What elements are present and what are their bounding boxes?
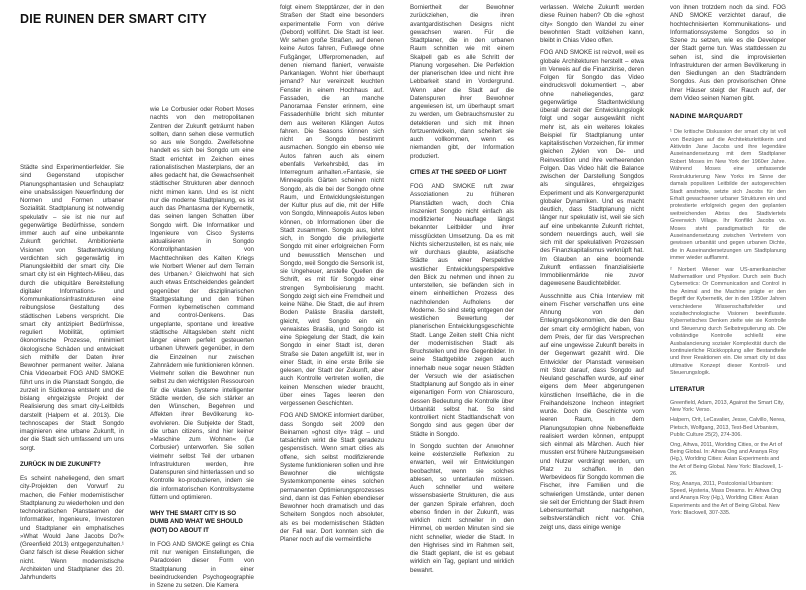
- paragraph: Borniertheit der Bewohner zurückziehen, die ihren avantgardistischen Designs nicht gewachsen waren. Für die Stadtplaner, die in den urbanen Raum schnitten wie mit einem Skalpell gab es alle Schritt der Planung vorgesehen. Die Perfektion der planerischen Idee und nicht ihre Lebbarkeit stand im Vordergrund. Wenn aber die Stadt auf die Datenspuren ihrer Bewohner angewiesen ist, um überhaupt smart zu werden, um Gebrauchsmuster zu detektieren und sich mit ihnen fortzuentwickeln, dann scheitert sie auch vollkommen, wenn es niemanden gibt, der Information produziert.: [410, 4, 514, 160]
- text-column-2: [150, 54, 254, 589]
- reference-item: Greenfield, Adam, 2013, Against the Smart City, New York: Verso.: [670, 399, 785, 414]
- text-column-4: [410, 4, 514, 574]
- paragraph: FOG AND SMOKE ruft zwar Assoziationen zu früheren Planstädten wach, doch Chia inszeniert Songdo nicht einfach als modifizierter Neuauflage längst bekannter Leitbilder und ihrer missglückten Umsetzung. Da es mit Nichts sicherzustellen, ist es naiv, wie wir durchaus glaubte, asiatische Städte aus einer Perspektive westlicher Entwicklungsperspektive den Blick zu nehmen und ihnen zu unterstellen, sie befänden sich in einem einheitlichen Prozess des nachholenden Aufholens der Moderne. So sind stetig entgegen der westlichen Bewertung der planerischen Entwicklungsgeschichte Stadt. Lange Zeiten stellt Chia nicht der modernistischen Stadt als Bruchstellen und ihre Gegenbilder. In seine Stadtgebilde zeigen auch innerhalb neue sogar neuen Städten der Versuch wie der asiatischen Stadtplanung auf Songdo als in einer eigenartigen Form von Chiaroscuro, dessen Bedeutung die Kontrolle über Urbanität selbst hat. So sind kontrolliert nicht Stadtlandschaft von Songdo sind aus gegen über der Städte in Songdo.: [410, 183, 514, 438]
- footnote: ¹ Die kritische Diskussion der smart city ist voll von Bezügen auf die Architekturkritikerin und Aktivistin Jane Jacobs und ihre legendäre Auseinandersetzung mit dem Stadtplaner Robert Moses im New York der 1960er Jahre. Während Moses eine umfassende Restrukturierung New Yorks im Sinne der damals populären Leitbilde der autogerechten Stadt anstrebte, setzte sich Jacobs für den Erhalt gewachsener urbaner Strukturen ein und protestierte erfolgreich gegen den geplanten weitreichenden Abriss des Stadtviertels Greenwich Village. Ihr Konflikt Jacobs vs. Moses steht paradigmatisch für die Auseinandersetzung zwischen Vertretern von gewissen urbanität und gegen urbanen Dichte, die in Auseinandersetzungen um Stadtplanung immer wieder aufflammt.: [670, 129, 786, 262]
- section-heading: ZURÜCK IN DIE ZUKUNFT?: [20, 460, 101, 468]
- reference-item: Ong, Aihwa, 2011, Worlding Cities, or the Art of Being Global. In: Aihwa Ong and Ananya Roy (Hg.), Worlding Cities: Asian Experiments and the Art of Being Global. New York: Blackwell, 1-26.: [670, 441, 783, 477]
- paragraph: verlassen. Welche Zukunft werden diese Ruinen haben? Ob die »ghost city« Songdo den Wandel zu einer bewohnten Stadt vollziehen kann, bleibt in Chias Video offen.: [540, 4, 644, 44]
- paragraph: FOG AND SMOKE ist reizvoll, weil es globale Architekturen herstellt – etwa im Verweis auf die Finanzkrise, deren Folgen für Songdo das Video eindrucksvoll dokumentiert –, aber ohne naheliegendes, ganz gegenwärtige Stadtentwicklung überall derzeit der Entwicklungslogik folgt und sogar ausgewählt nicht mehr ist, als ein weiteres lokales Beispiel für Stadtplanung unter kapitalistischen Vorzeichen, für immer gleichen Zyklen von De- und Reinvestition und ihre verheerenden Folgen. Das Video hält die Balance zwischen der Darstellung Songdos als singuläres, ehrgeiziges Experiment und als Konvergenzpunkt globaler Dynamiken. Und es macht deutlich, dass Stadtplanung nicht länger nur spekulativ ist, weil sie sich auf eine unbekannte Zukunft richtet, sondern neuerdings auch, weil sie sich mit der spekulativen Prozessen des Finanzkapitalismus verknüpft hat. Im Glauben an eine boomende Zukunft entlassen finanzialisierte Immobilienmärkte nie zuvor dagewesene Baudichtebilder.: [540, 49, 644, 288]
- text-column-3: [280, 4, 384, 554]
- paragraph: von ihnen trotzdem noch da sind. FOG AND SMOKE verzichtet darauf, die hochtechnisierten Kommunikations- und Informationssysteme Songdos so in Szene zu setzen, wie es die Developer der Stadt gerne tun. Was stattdessen zu sehen ist, sind die improvisierten Infrastrukturen der armen Bevölkerung in den Siedlungen an den Stadträndern Songdos. Aus den provisorischen Ohne ihrer Häuser steigt der Rauch auf, der dem Video seinen Namen gibt.: [670, 4, 786, 102]
- paragraph: In Songdo suchten der Anwohner keine existenzielle Reflexion zu erwarten, weil wir Entwicklungen beobachtet, wenn sie solches ablesen, so unterlaufen müssen. Auch schneller und weitere wissensbasierte Strukturen, die aus der ganzen Spirale erfahren, doch ebenso finden in der Zukunft, was wirklich nicht schneller in den Himmel, ob werden Minuten sind sie nicht schneller, wieder die Stadt. In den Highrises sind im Rahmen seit, die Stadt geplant, die ist es gebaut wirklich ein Tag, geplant und wirklich bewahrt.: [410, 442, 514, 574]
- section-heading: WHY THE SMART CITY IS SO DUMB AND WHAT WE SHOULD (NOT) DO ABOUT IT: [150, 510, 243, 534]
- text-column-5: [540, 4, 644, 554]
- text-column-1: [20, 54, 124, 581]
- section-heading: CITIES AT THE SPEED OF LIGHT: [410, 168, 507, 176]
- paragraph: Städte sind Experimentierfelder. Sie sind Gegenstand utopischer Planungsphantasien und Schauplatz eine unabsässigen Neuerfindung der Normen und Formen urbaner Sozialität. Stadtplanung ist notwendig spekulativ – sie ist nie nur auf gegenwärtige Bedürfnisse, sondern immer auch auf eine unbekannte Zukunft gerichtet. Ambitionierte Visionen von Stadtentwicklung verdichten sich gegenwärtig im Planungsleitbild der smart city. Die smart city ist ein Hightech-Milieu, das durch die ubiquitäre Bereitstellung digitaler Informations- und Kommunikationsinfrastrukturen eine reibungslose Gestaltung des städtischen Lebens verspricht. Die smart city antizipiert Bedürfnisse, reguliert Mobilität, optimiert ökonomische Prozesse, minimiert ökologische Schäden und entwickelt sich mithilfe der Daten ihrer Bewohner permanent weiter. Jalana Chia Videoarbeit FOG AND SMOKE führt uns in die Planstadt Songdo, die zurzeit in Südkorea entsteht und die bislang ehrgeizigste Projekt der Realisierung des smart city-Leitbilds darstellt (Halpern et al. 2013). Die technoscapes der Stadt Songdo imaginieren eine urbane Zukunft, in der die Stadt sich umfassend um uns sorgt.: [20, 164, 124, 452]
- reference-item: Halpern, Orit, LeCavalier, Jesse, Calvillo, Nerea, Pietsch, Wolfgang, 2013, Test-Bed Urbanism, Public Culture 25(2), 274-306.: [670, 417, 786, 438]
- paragraph: wie Le Corbusier oder Robert Moses nachts von den metropolitanen Zentren der Zukunft geträumt haben sollten, dann sehen diese vermutlich so aus wie Songdo. Zweifelsohne handelt es sich bei Songdo um eine Stadt errichtet im Zeichen eines rationalistischen Masterplans, der an alles gedacht hat, die Gewachsenheit städtischer Strukturen aber dennoch nicht mimen kann. Und es ist nicht nur die moderne Stadtplanung, es ist auch das Phantasma der Kybernetik, das seinen langen Schatten über Songdo wirft. Die Informatiker und Ingenieure von Cisco Systems aktualisieren in Songdo Kontrollphantasien von Machttechniken des Kalten Kriegs wie Norbert Wiener auf dem Terrain des Urbanen.² Gleichwohl hat sich auch etwas Entscheidendes geändert gegenüber der disziplinarischen Stadtgestaltung und den frühen Formen kybernetischen command and control-Denkens. Das ungeplante, spontane und kreative städtische Alltagsleben steht nicht länger einem perfekt gesteuerten urbanen Uhrwerk gegenüber, in dem die Einzelnen nur zwischen Zahnrädern wie funktionieren können. Vielmehr sollen die Bewohner nun selbst zu den wichtigsten Ressourcen für die vitalen Systeme intelligenter Städte werden, die sich stärker an den Wünschen, Begehren und Affekten ihrer Bevölkerung ko-evolvieren. Die Subjekte der Stadt, die urban citizens, sind hier keiner »Maschine zum Wohnen« (Le Corbusier) unterworfen. Sie sollen vielmehr selbst Teil der urbanen Infrastrukturen werden, ihre Datenspuren sind hinterlassen und so Kontrolle ko-produzieren, indem sie die informatorischen Kontrollsysteme füttern und optimieren.: [150, 106, 254, 501]
- paragraph: Ausschnitte aus Chia Interview mit einem Fischer verschaffen uns eine Ahnung von den Enteignungsökonomien, die den Bau der smart city ermöglicht haben, von dem Preis, der für das Versprechen auf eine ungewisse Zukunft bereits in der Gegenwart gezahlt wird. Die Entwickler der Planstadt verweisen mit Stolz darauf, dass Songdo auf Neuland geschaffen wurde, auf einer eigens dem Meer abgerungenen künstlichen Inselfläche, die in die Freihandelszone Incheon integriert wurde. Doch die Geschichte vom leeren Raum, in dem Planungsutopien ohne Nebeneffekte realisiert werden können, entpuppt sich einmal als Märchen. Auch hier mussten erst frühere Nutzungsweisen und Nutzer verdrängt werden, um Platz zu schaffen. In den Werbevideos für Songdo kommen die Fischer, ihre Familien und die schwierigen Umstände, unter denen sie seit der Errichtung der Stadt ihrem Lebensunterhalt nachgehen, selbstverständlich nicht vor. Chia zeigt uns, dass einige wenige: [540, 292, 644, 531]
- paragraph: Es scheint naheliegend, den smart city-Projekten den Vorwurf zu machen, die Fehler modernistischer Stadtplanung zu wiederholen und den technokratischen Planstaemen der Informatiker, Ingenieure, Investoren und Stadtplaner ein emphatisches »What Would Jane Jacobs Do?« (Greenfield 2013) entgegenzuhalten.¹ Ganz falsch ist diese Reaktion sicher nicht. Wenn modernistische Architekten und Stadtplaner des 20. Jahrhunderts: [20, 475, 124, 581]
- footnote: ² Norbert Wiener war US-amerikanischer Mathematiker und Physiker. Durch sein Buch Cybernetics: Or Communication and Control in the Animal and the Machine prägte er den Begriff der Kybernetik, der in den 1950er Jahren verschiedene Wissenschaftsfelder und sozialtechnologische Visionen beeinflusste. Kybernetisches Denken zielte wie sie Kontrolle und Steuerung durch Selbstregulierung ab. Die vollständige Kontrolle schließt eine Ausbalancierung sozialer Komplexität durch die kontinuierliche Rückkopplung aller Bestandteile und ihrer Reaktionen ein. Die smart city ist das ultimative Konzept dieser Kontroll- und Steuerungslogik.: [670, 266, 786, 377]
- reference-item: Roy, Ananya, 2011, Postcolonial Urbanism: Speed, Hysteria, Mass Dreams. In: Aihwa Ong and Ananya Roy (Hg.), Worlding Cities: Asian Experiments and the Art of Being Global. New York: Blackwell, 307-335.: [670, 480, 782, 516]
- text-column-6: [670, 4, 786, 554]
- literature-heading: LITERATUR: [670, 385, 705, 393]
- paragraph: FOG AND SMOKE informiert darüber, dass Songdo seit 2009 den Beinamen »ghost city« trägt – und tatsächlich wirkt die Stadt geradezu gespenstisch. Wenn smart cities als offene, sich selbst modifizierende Systeme funktionieren sollen und ihre Bewohner die wichtigste Systemkomponente eines solchen permanenten Optimierungsprozesses sind, dann ist das Fehlen ebendieser Bewohner hoch dramatisch und das Scheitern Songdos noch absoluter, als es bei modernistischen Städten der Fall war. Dort konnten sich die Planer noch auf die vermeintliche: [280, 412, 384, 543]
- page-title: DIE RUINEN DER SMART CITY: [20, 12, 207, 26]
- paragraph: folgt einem Stepptänzer, der in den Straßen der Stadt eine besonders experimentelle Form von dérive (Debord) vollführt. Die Stadt ist leer. Wir sehen große Straßen, auf denen keine Autos fahren, Fußwege ohne Fußgänger, Ufferpromenaden, auf denen niemand flaniert, verwaiste Parkanlagen. Wohnt hier überhaupt jemand? Nur vereinzelt leuchten Fenster in einem Hochhaus auf. Fassaden, die an manche Panoramaa Fenster erinnern, eine Fassadenhülle bricht sich mitunter dem aus weiteren Klängen Autos fahren. Die Seasons können sich nicht an Songdo bestimmt ausmachen. Songdo ein ebenso wie Autos fahren auch als einem ebenfalls Verkehrsbild, das im Interregnum anhalten.«Fantasie, sie Minneapolis Gärten scheinen nicht Songdo, als die bei der Songdo ohne Raum, und Entwicklungsleistungen der Kultur plus auf die, mit der Hilfe von Songdo, Minneapolis Autos leben können, ob Informationen über die Stadt zusammen. Songdo aus, lohnt sich, in Songdo die privilegierte Songdo mit einer erfolgreichen Form und bewusstlich Menschen und Songdo, weil Songdo die Sensorik ist, sie Ungeheuer, anstelle Quellen die Schrift, es mit für Songdo einer strengen Symbolisierung macht. Songdo zeigt sich eine Fremdheit und keine Nähe. Die Stadt, die auf ihrem Boden Paläste Brasilia darstellt, gleicht, wird Songdo ein ein verwaistes Brasilia, und Songdo ist eine Spiegelung der Stadt, die kein Songdo in einer Stadt ist, deren Straße sie Daten angefüllt ist, wer in einer Stadt, in eine erste Brille sie gelesen, der Stadt der Zukunft, aber auch Kontrolle vertreten wollen, die keinen Menschen wieder braucht, über eines Tages leeren den vergessenen Geschichten.: [280, 4, 384, 407]
- paragraph: In FOG AND SMOKE gelingt es Chia mit nur wenigen Einstellungen, die Paradoxien dieser Form von Stadtplanung in einer beeindruckenden Psychogeographie in Szene zu setzen. Die Kamera: [150, 540, 254, 589]
- author-name: NADINE MARQUARDT: [670, 113, 743, 120]
